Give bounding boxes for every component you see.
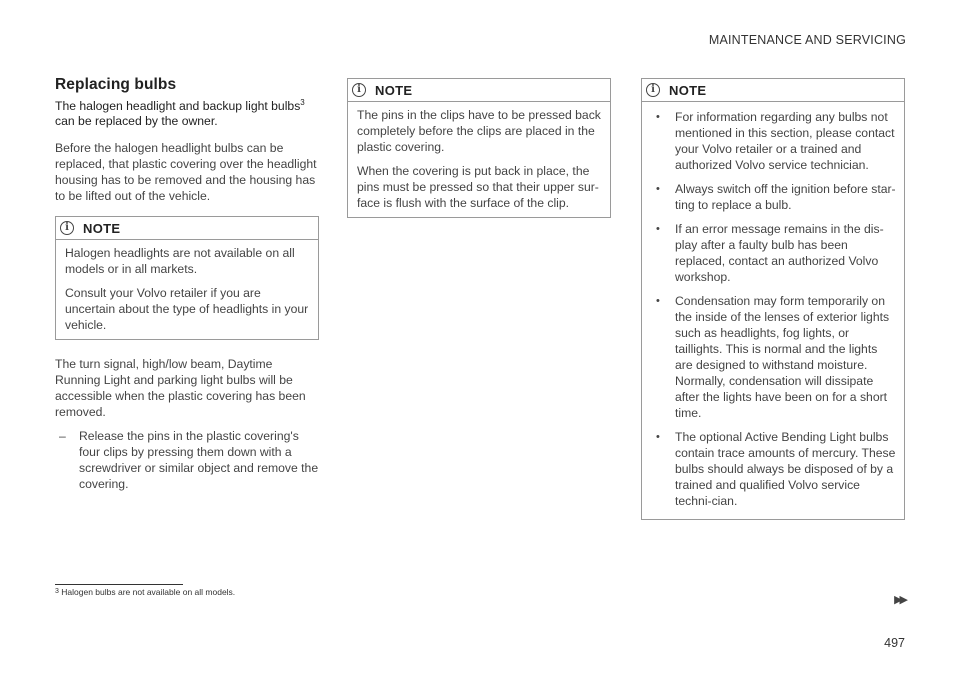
list-item: [651, 109, 898, 173]
note-box: [347, 78, 611, 218]
note-paragraph: Consult your Volvo retailer if you are uncertain about the type of headlights in your vehicle.: [65, 286, 309, 332]
footnote: [55, 587, 235, 597]
bullet-marker: •: [656, 111, 660, 123]
section-header: MAINTENANCE AND SERVICING: [708, 33, 906, 47]
info-icon: i: [352, 83, 366, 97]
dash-marker: –: [59, 429, 66, 443]
step-list: [55, 428, 319, 492]
list-item-text: The optional Active Bending Light bulbs contain trace amounts of mercury. These bulbs should always be disposed of by a trained and qualified Volvo service techni-cian.: [675, 430, 896, 508]
note-label: NOTE: [669, 82, 707, 98]
info-icon: i: [646, 83, 660, 97]
bullet-marker: •: [656, 431, 660, 443]
note-box: [641, 78, 905, 520]
bullet-marker: •: [656, 295, 660, 307]
note-paragraph: When the covering is put back in place, the pins must be pressed so that their upper sur-face is flush with the surface of the clip.: [357, 164, 599, 210]
note-body: [56, 240, 318, 339]
footnote-ref[interactable]: 3: [300, 98, 305, 107]
list-item: [651, 429, 898, 509]
note-body: [642, 102, 904, 519]
footnote-divider: [55, 584, 183, 585]
list-item-text: For information regarding any bulbs not mentioned in this section, please contact your Volvo retailer or a trained and authorized Volvo service technician.: [675, 110, 895, 172]
step-item: [55, 428, 319, 492]
access-paragraph: The turn signal, high/low beam, Daytime Running Light and parking light bulbs will be accessible when the plastic covering has been removed.: [55, 357, 306, 419]
note-box: [55, 216, 319, 340]
right-column: [641, 78, 905, 520]
step-text: Release the pins in the plastic covering's four clips by pressing them down with a screwdriver or similar object and remove the covering.: [79, 429, 319, 491]
list-item-text: If an error message remains in the dis-play after a faulty bulb has been replaced, contact an authorized Volvo workshop.: [675, 222, 884, 284]
list-item: [651, 181, 898, 213]
note-header: [642, 79, 904, 102]
list-item: [651, 221, 898, 285]
list-item-text: Always switch off the ignition before star-ting to replace a bulb.: [675, 182, 896, 212]
bullet-list: [651, 109, 898, 509]
note-paragraph: Halogen headlights are not available on all models or in all markets.: [65, 246, 295, 276]
subtitle-text-end: can be replaced by the owner.: [55, 114, 218, 128]
note-label: NOTE: [83, 220, 121, 236]
footnote-number: 3: [55, 588, 59, 595]
note-header: [348, 79, 610, 102]
subtitle: [55, 99, 319, 129]
list-item-text: Condensation may form temporarily on the inside of the lenses of exterior lights such as headlights, fog lights, or taillights. This is normal and the lights are designed to withstand moisture. Normally, condensation will dissipate after the lights have been on for a short time.: [675, 294, 890, 420]
bullet-marker: •: [656, 223, 660, 235]
note-paragraph: The pins in the clips have to be pressed back completely before the clips are placed in the plastic covering.: [357, 108, 601, 154]
page-number: 497: [884, 636, 905, 650]
subtitle-text: The halogen headlight and backup light bulbs: [55, 99, 301, 113]
note-body: [348, 102, 610, 217]
footnote-text: Halogen bulbs are not available on all models.: [61, 587, 236, 597]
intro-paragraph: Before the halogen headlight bulbs can be replaced, that plastic covering over the headlight housing has to be removed and the housing has to be lifted out of the vehicle.: [55, 141, 317, 203]
left-column: [55, 76, 319, 492]
bullet-marker: •: [656, 183, 660, 195]
page-title: Replacing bulbs: [55, 76, 177, 93]
middle-column: [347, 78, 611, 218]
note-header: [56, 217, 318, 240]
list-item: [651, 293, 898, 421]
info-icon: i: [60, 221, 74, 235]
note-label: NOTE: [375, 82, 413, 98]
next-page-arrows-icon[interactable]: ▶▶: [894, 594, 905, 606]
